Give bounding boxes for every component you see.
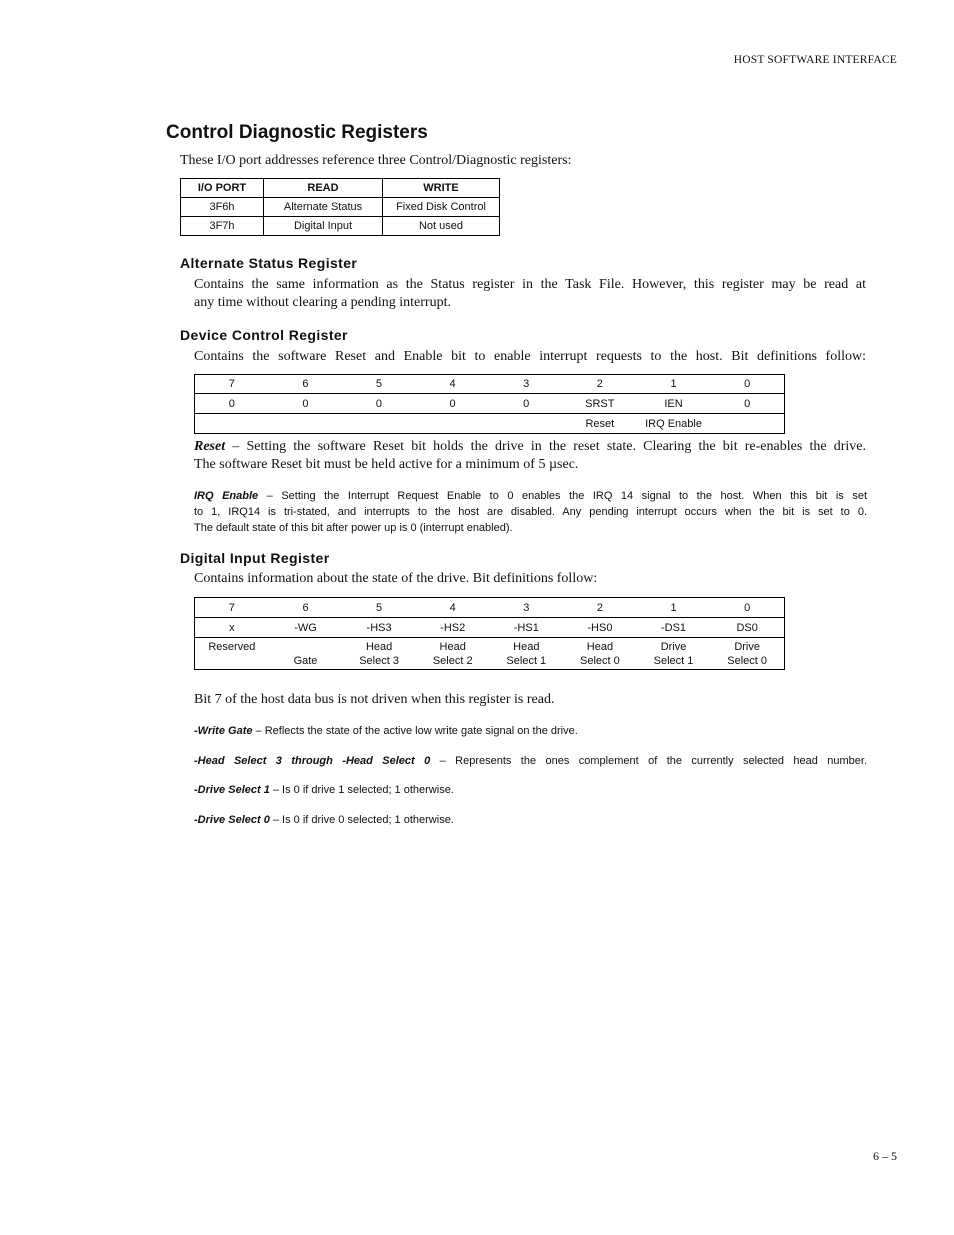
device-control-bit-table bbox=[194, 374, 785, 434]
bit-name bbox=[489, 414, 563, 434]
bit-number: 7 bbox=[195, 375, 269, 394]
bit-value: 0 bbox=[195, 394, 269, 414]
reset-description-line-2: The software Reset bit must be held active for a minimum of 5 µsec. bbox=[194, 457, 579, 472]
bit-name bbox=[710, 414, 784, 434]
bit-value: -DS1 bbox=[637, 618, 711, 638]
table-cell: 3F7h bbox=[181, 217, 264, 236]
bit-number: 2 bbox=[563, 598, 637, 618]
note-label: -Drive Select 1 bbox=[194, 784, 270, 796]
digital-input-bit-table bbox=[194, 597, 785, 670]
bit-number: 1 bbox=[637, 598, 711, 618]
bit-value-row bbox=[195, 618, 785, 638]
note-text: – Is 0 if drive 0 selected; 1 otherwise. bbox=[269, 814, 454, 826]
bit-name-line-1: Head bbox=[586, 641, 614, 653]
bit-name bbox=[342, 414, 416, 434]
bit-name bbox=[563, 638, 637, 670]
bit-value-row bbox=[195, 394, 785, 414]
irq-description-line-3: The default state of this bit after power up is 0 (interrupt enabled). bbox=[194, 522, 513, 534]
bit-value: -WG bbox=[269, 618, 343, 638]
write-gate-note bbox=[194, 723, 867, 739]
reset-text: – Setting the software Reset bit holds the drive in the reset state. Clearing the bit re-enables the drive. bbox=[225, 439, 866, 454]
bit-value: IEN bbox=[637, 394, 711, 414]
reset-label: Reset bbox=[194, 439, 226, 454]
running-head: HOST SOFTWARE INTERFACE bbox=[733, 54, 897, 66]
note-text: – Represents the ones complement of the currently selected head number. bbox=[430, 755, 867, 767]
bit-name-line-1: Drive bbox=[734, 641, 760, 653]
irq-label: IRQ Enable bbox=[194, 490, 259, 502]
bit-name bbox=[195, 414, 269, 434]
column-header: I/O PORT bbox=[181, 179, 264, 198]
bit-number: 2 bbox=[563, 375, 637, 394]
bit-value: -HS1 bbox=[490, 618, 564, 638]
bit-name-line-2: Select 0 bbox=[727, 655, 768, 667]
irq-description-line-2: to 1, IRQ14 is tri-stated, and interrupts to the host are disabled. Any pending interrupt occurs when the bit is set to 0. bbox=[194, 506, 867, 518]
intro-text: These I/O port addresses reference three Control/Diagnostic registers: bbox=[180, 153, 572, 168]
bit-number: 5 bbox=[342, 598, 416, 618]
bit-number: 4 bbox=[416, 375, 490, 394]
bit-name-line-2: Select 0 bbox=[580, 655, 620, 667]
head-select-note bbox=[194, 753, 867, 769]
bit-name bbox=[490, 638, 564, 670]
reset-description-line-1 bbox=[194, 438, 866, 456]
io-port-table bbox=[180, 178, 500, 236]
bit-name-line-2: Select 3 bbox=[359, 655, 399, 667]
note-label: -Write Gate bbox=[194, 725, 253, 737]
bit-number: 6 bbox=[269, 375, 343, 394]
page-number: 6 – 5 bbox=[873, 1149, 897, 1163]
note-label: -Drive Select 0 bbox=[194, 814, 270, 826]
bit-name bbox=[710, 638, 784, 670]
bit-name-line-1 bbox=[269, 640, 343, 654]
irq-text: – Setting the Interrupt Request Enable to 0 enables the IRQ 14 signal to the host. When this bit is set bbox=[258, 490, 867, 502]
table-cell: Fixed Disk Control bbox=[383, 198, 500, 217]
bit-name bbox=[269, 638, 343, 670]
table-row bbox=[181, 217, 500, 236]
bit-name-line-2: Gate bbox=[293, 655, 318, 667]
bit-number: 3 bbox=[489, 375, 563, 394]
bit-value: -HS2 bbox=[416, 618, 490, 638]
bit-name: Reset bbox=[585, 417, 615, 430]
drive-select-1-note bbox=[194, 782, 867, 798]
alt-status-line-1: Contains the same information as the Status register in the Task File. However, this register may be read at bbox=[194, 277, 866, 292]
bit-number: 6 bbox=[269, 598, 343, 618]
bit-name bbox=[416, 414, 490, 434]
bit7-note: Bit 7 of the host data bus is not driven when this register is read. bbox=[194, 692, 555, 707]
bit-value: SRST bbox=[563, 394, 637, 414]
bit-name: IRQ Enable bbox=[645, 417, 702, 430]
digital-input-heading: Digital Input Register bbox=[180, 550, 330, 566]
page-title: Control Diagnostic Registers bbox=[166, 122, 428, 143]
table-cell: Alternate Status bbox=[264, 198, 383, 217]
bit-value: 0 bbox=[489, 394, 563, 414]
table-cell: 3F6h bbox=[181, 198, 264, 217]
column-header: READ bbox=[264, 179, 383, 198]
irq-description-line-1 bbox=[194, 488, 867, 504]
bit-name bbox=[637, 638, 711, 670]
drive-select-0-note bbox=[194, 812, 867, 828]
bit-name bbox=[269, 414, 343, 434]
bit-name-line-2: Select 1 bbox=[653, 655, 694, 667]
bit-name-line-2: Select 1 bbox=[506, 655, 547, 667]
note-text: – Is 0 if drive 1 selected; 1 otherwise. bbox=[269, 784, 454, 796]
bit-name bbox=[416, 638, 490, 670]
bit-name-line-1: Drive bbox=[660, 641, 687, 653]
table-cell: Digital Input bbox=[264, 217, 383, 236]
bit-number-row bbox=[195, 375, 785, 394]
bit-value: x bbox=[195, 618, 269, 638]
bit-name-line-1: Head bbox=[513, 641, 540, 653]
bit-value: DS0 bbox=[710, 618, 784, 638]
note-label: -Head Select 3 through -Head Select 0 bbox=[194, 755, 431, 767]
bit-number: 3 bbox=[490, 598, 564, 618]
table-header-row bbox=[181, 179, 500, 198]
bit-number: 7 bbox=[195, 598, 269, 618]
alt-status-line-2: any time without clearing a pending interrupt. bbox=[194, 295, 451, 310]
bit-name-row bbox=[195, 638, 785, 670]
bit-name-line-1: Reserved bbox=[208, 641, 256, 653]
bit-name bbox=[195, 638, 269, 670]
bit-number: 0 bbox=[710, 598, 784, 618]
bit-name-line-1: Head bbox=[365, 641, 393, 653]
alt-status-heading: Alternate Status Register bbox=[180, 255, 358, 271]
bit-value: 0 bbox=[710, 394, 784, 414]
bit-number: 1 bbox=[637, 375, 711, 394]
bit-name-line-2: Select 2 bbox=[432, 655, 473, 667]
bit-name bbox=[342, 638, 416, 670]
bit-name-line-1: Head bbox=[439, 641, 466, 653]
table-cell: Not used bbox=[383, 217, 500, 236]
table-row bbox=[181, 198, 500, 217]
device-control-intro: Contains the software Reset and Enable bit to enable interrupt requests to the host. Bit definitions follow: bbox=[194, 349, 866, 364]
note-text: – Reflects the state of the active low write gate signal on the drive. bbox=[252, 725, 578, 737]
bit-value: 0 bbox=[342, 394, 416, 414]
bit-number: 5 bbox=[342, 375, 416, 394]
bit-value: 0 bbox=[269, 394, 343, 414]
bit-number: 0 bbox=[710, 375, 784, 394]
device-control-heading: Device Control Register bbox=[180, 327, 348, 343]
bit-value: -HS0 bbox=[563, 618, 637, 638]
column-header: WRITE bbox=[383, 179, 500, 198]
bit-number: 4 bbox=[416, 598, 490, 618]
bit-number-row bbox=[195, 598, 785, 618]
bit-value: 0 bbox=[416, 394, 490, 414]
bit-value: -HS3 bbox=[342, 618, 416, 638]
digital-input-intro: Contains information about the state of the drive. Bit definitions follow: bbox=[194, 571, 598, 586]
bit-name-row bbox=[195, 414, 785, 434]
